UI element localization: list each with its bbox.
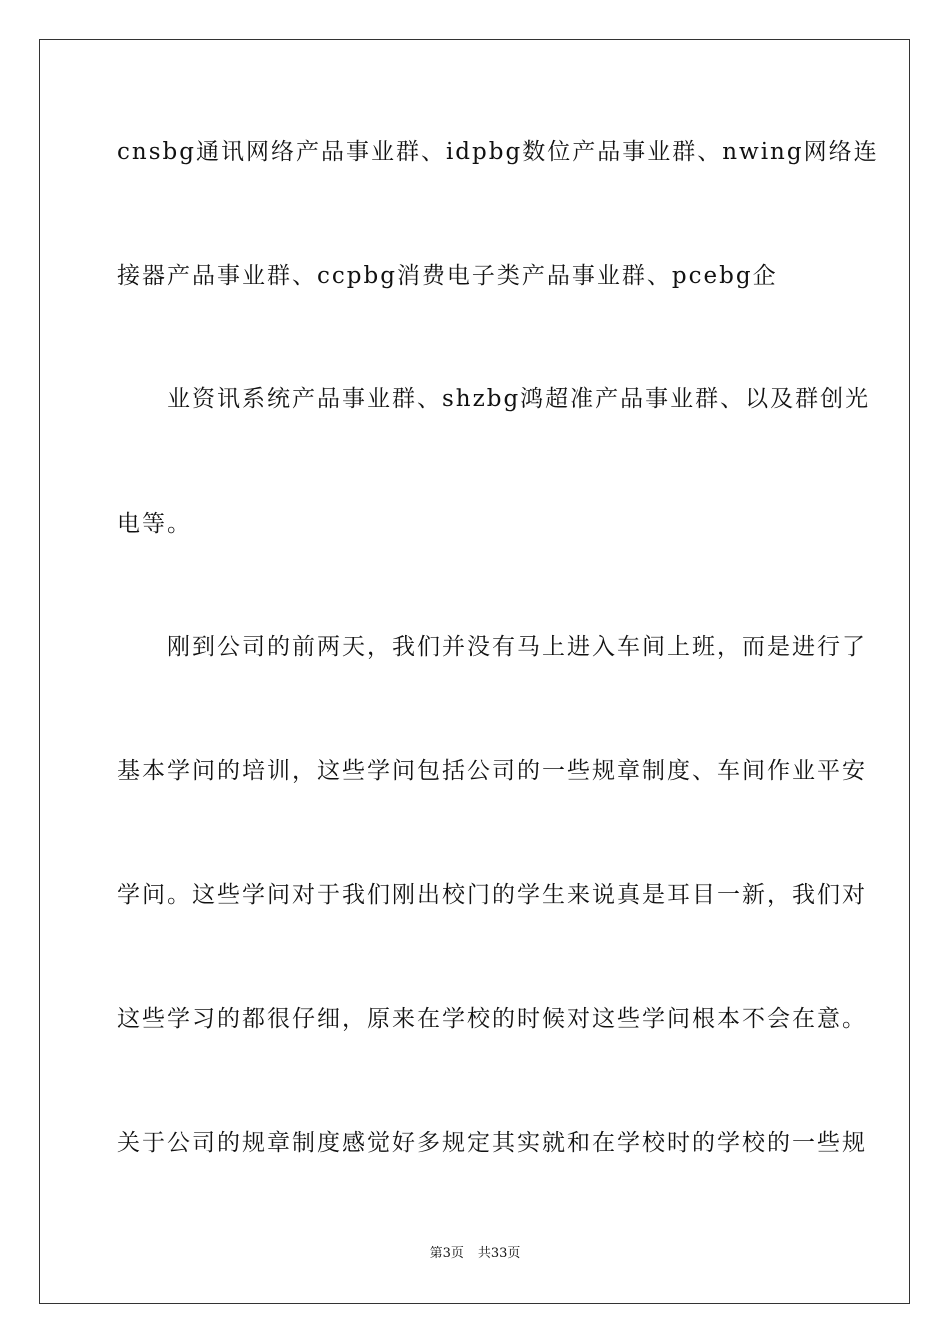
page-border <box>39 39 910 1304</box>
text-line-5: 刚到公司的前两天，我们并没有马上进入车间上班，而是进行了 <box>117 634 867 660</box>
text-line-6: 基本学问的培训，这些学问包括公司的一些规章制度、车间作业平安 <box>117 758 867 784</box>
page-number: 第3页 <box>429 1246 464 1261</box>
text-line-2: 接器产品事业群、ccpbg消费电子类产品事业群、pcebg企 <box>117 263 778 289</box>
text-line-4: 电等。 <box>117 511 192 537</box>
text-line-7: 学问。这些学问对于我们刚出校门的学生来说真是耳目一新，我们对 <box>117 882 867 908</box>
text-line-9: 关于公司的规章制度感觉好多规定其实就和在学校时的学校的一些规 <box>117 1130 867 1156</box>
text-line-8: 这些学习的都很仔细，原来在学校的时候对这些学问根本不会在意。 <box>117 1006 867 1032</box>
page-total: 共33页 <box>477 1246 521 1261</box>
text-line-1: cnsbg通讯网络产品事业群、idpbg数位产品事业群、nwing网络连 <box>117 139 879 165</box>
text-line-3: 业资讯系统产品事业群、shzbg鸿超准产品事业群、以及群创光 <box>117 386 871 412</box>
page-footer <box>0 1245 950 1263</box>
